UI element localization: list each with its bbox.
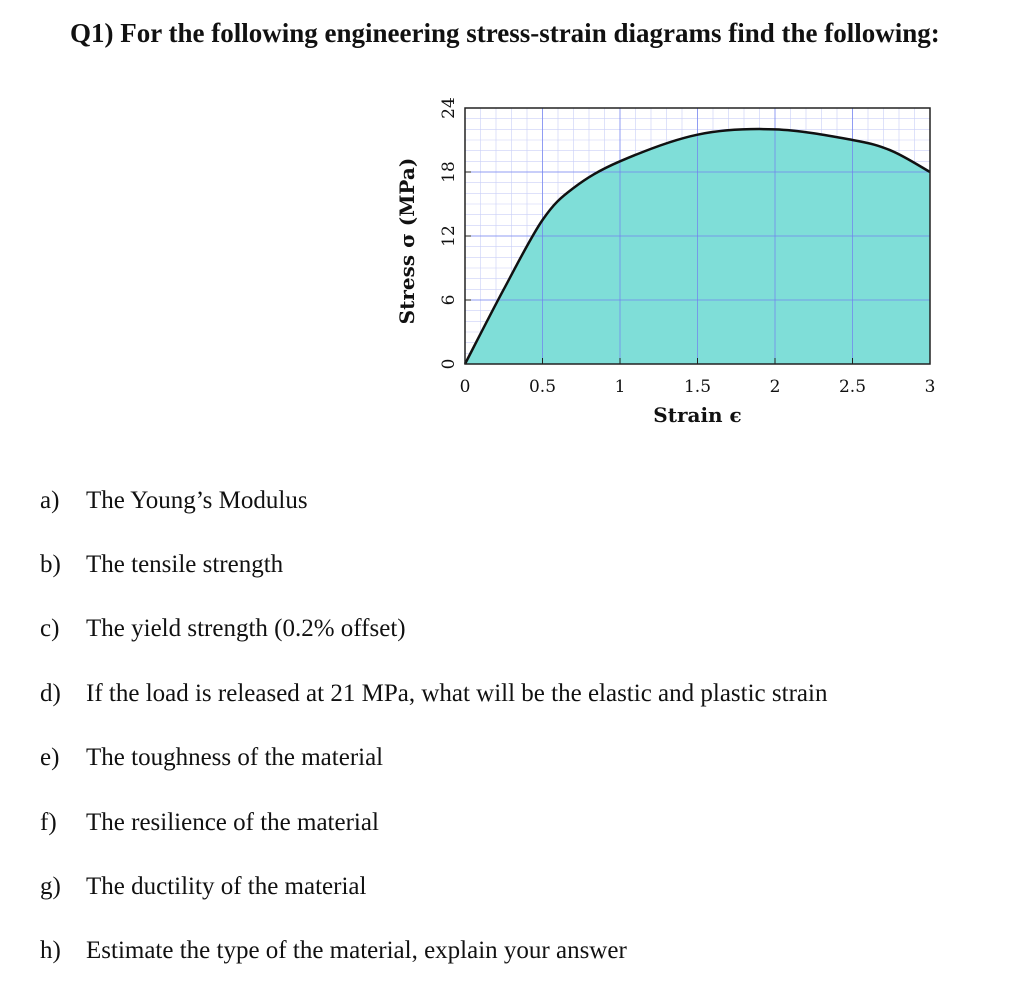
question-item: [40, 744, 383, 772]
question-label: g): [40, 873, 61, 900]
question-text: Estimate the type of the material, explain your answer: [86, 937, 627, 964]
question-item: [40, 809, 379, 837]
question-text: The yield strength (0.2% offset): [86, 615, 406, 642]
question-item: [40, 937, 627, 965]
question-item: [40, 615, 406, 643]
question-label: a): [40, 487, 60, 514]
y-tick-label: 0: [439, 358, 459, 370]
question-label: e): [40, 744, 60, 771]
y-tick-label: 24: [439, 97, 459, 119]
question-item: [40, 873, 366, 901]
question-text: The tensile strength: [86, 551, 284, 578]
x-axis-label: Strain ϵ: [653, 403, 742, 427]
question-label: f): [40, 809, 57, 836]
x-tick-label: 2.5: [838, 377, 867, 397]
y-tick-label: 12: [439, 225, 459, 247]
y-tick-label: 18: [439, 161, 459, 183]
x-tick-label: 0.5: [528, 377, 557, 397]
x-tick-label: 3: [924, 377, 936, 397]
question-label: h): [40, 937, 61, 964]
question-text: The resilience of the material: [86, 809, 379, 836]
question-text: If the load is released at 21 MPa, what will be the elastic and plastic strain: [86, 680, 828, 707]
question-item: [40, 680, 827, 708]
question-text: The toughness of the material: [86, 744, 384, 771]
question-label: c): [40, 615, 60, 642]
y-tick-label: 6: [439, 294, 459, 306]
question-label: d): [40, 680, 61, 707]
x-tick-label: 1: [614, 377, 626, 397]
question-item: [40, 551, 283, 579]
question-text: The ductility of the material: [86, 873, 367, 900]
question-item: [40, 487, 308, 515]
question-title: Q1) For the following engineering stress-strain diagrams find the following:: [70, 18, 940, 48]
x-tick-label: 2: [769, 377, 781, 397]
stress-strain-chart: [370, 88, 950, 448]
x-tick-label: 0: [459, 377, 471, 397]
x-tick-label: 1.5: [683, 377, 712, 397]
question-label: b): [40, 551, 61, 578]
question-text: The Young’s Modulus: [86, 487, 308, 514]
y-axis-label: Stress σ (MPa): [395, 157, 419, 325]
